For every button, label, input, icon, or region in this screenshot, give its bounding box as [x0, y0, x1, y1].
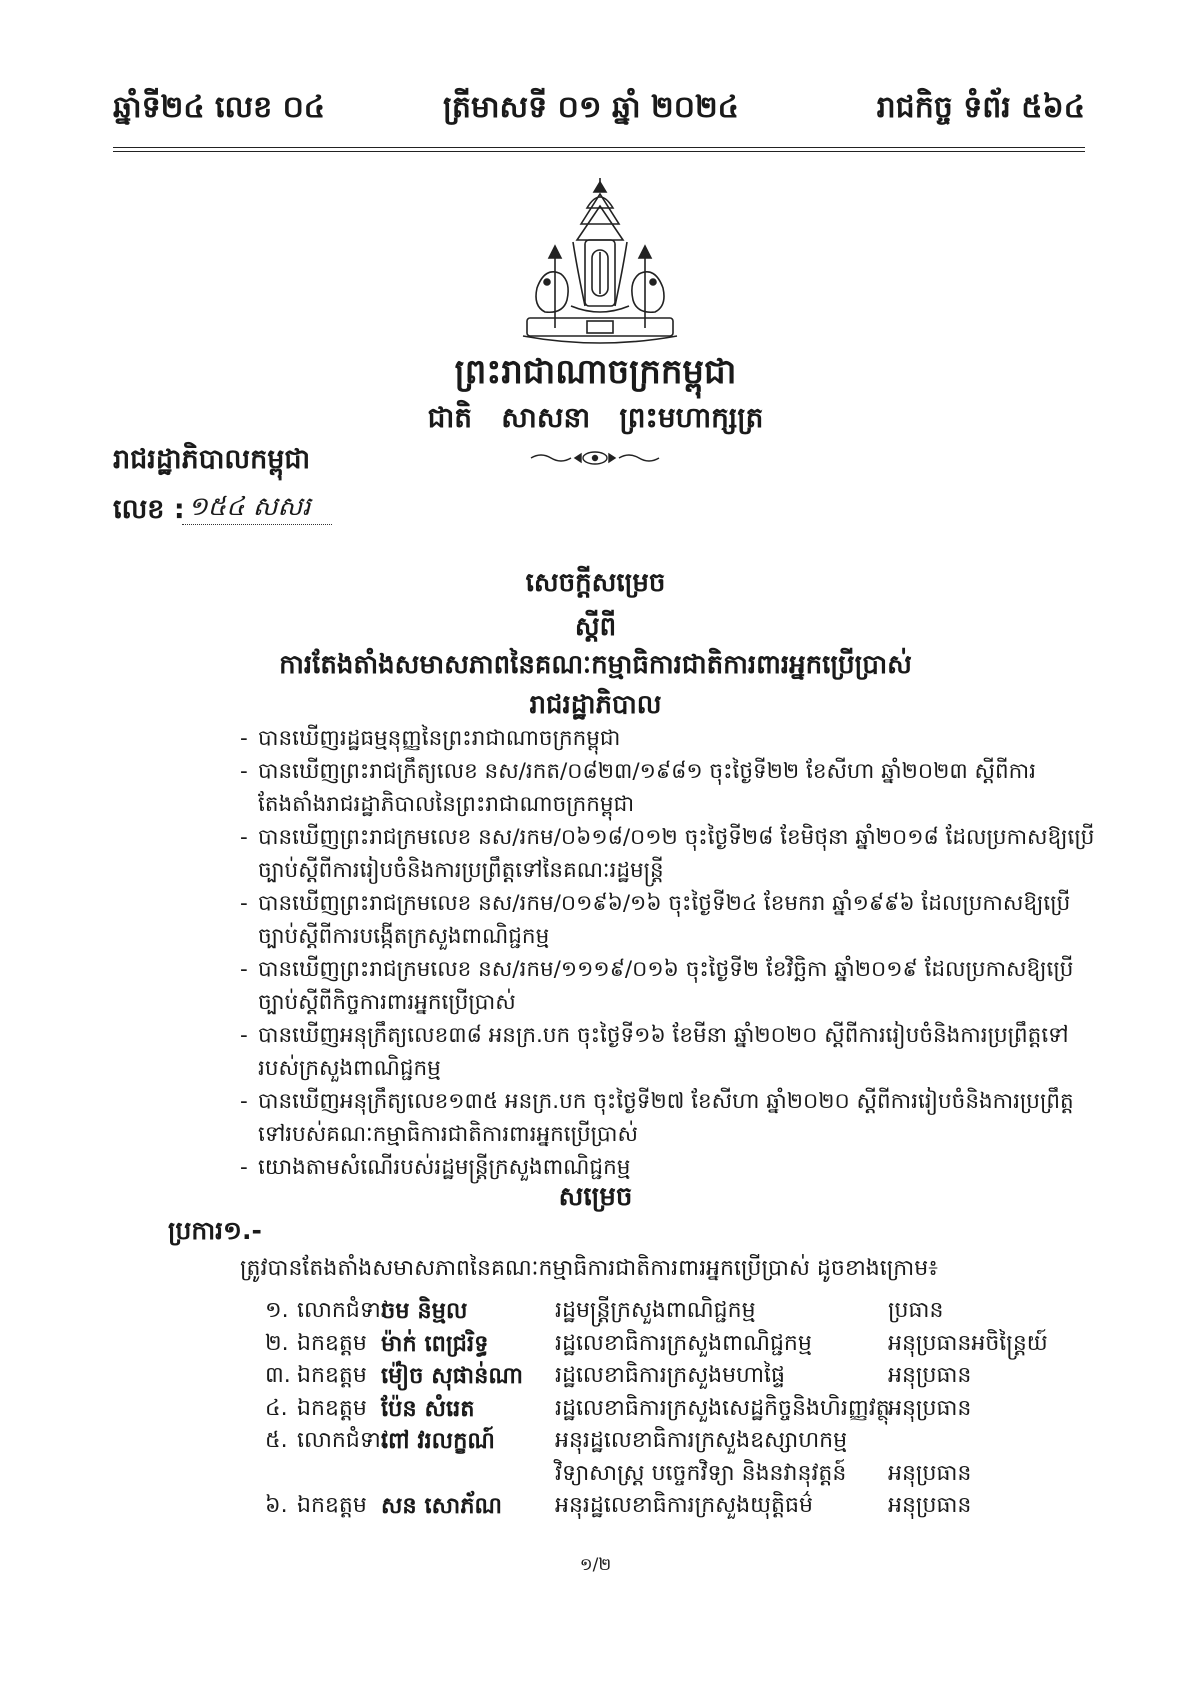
consideration-item: - បានឃើញព្រះរាជក្រឹត្យលេខ នស/រកត/០៨២៣/១៩៨១ ចុះថ្ងៃទី២២ ខែសីហា ឆ្នាំ២០២៣ ស្តីពីការតែងតាំងរាជរដ្ឋាភិបាលនៃព្រះរាជាណាចក្រកម្ពុជា	[240, 759, 1036, 817]
header-rule-bottom	[113, 151, 1085, 152]
issuing-authority: រាជរដ្ឋាភិបាល	[529, 690, 662, 720]
members-table	[265, 1296, 1125, 1524]
ornament-divider-icon	[527, 450, 663, 466]
member-row: ៤. ឯកឧត្តម ប៉ែន សំរេត រដ្ឋលេខាធិការក្រសួងសេដ្ឋកិច្ចនិងហិរញ្ញវត្ថុ អនុប្រធាន	[265, 1395, 972, 1422]
member-row: ៣. ឯកឧត្តម ម៉ៀច សុផាន់ណា រដ្ឋលេខាធិការក្រសួងមហាផ្ទៃ អនុប្រធាន	[265, 1363, 972, 1389]
gazette-page: រាជកិច្ច ទំព័រ ៥៦៤	[876, 90, 1085, 125]
consideration-item: - បានឃើញអនុក្រឹត្យលេខ១៣៥ អនក្រ.បក ចុះថ្ងៃទី២៧ ខែសីហា ឆ្នាំ២០២០ ស្តីពីការរៀបចំនិងការប្រព្រឹត្តទៅរបស់គណៈកម្មាធិការជាតិការពារអ្នកប្រើប្រាស់	[240, 1089, 1074, 1147]
document-number-underline	[182, 524, 332, 525]
decision-heading: សម្រេច	[558, 1182, 633, 1212]
member-row: ២. ឯកឧត្តម ម៉ាក់ ពេជ្ររិទ្ធ រដ្ឋលេខាធិការក្រសួងពាណិជ្ជកម្ម អនុប្រធានអចិន្ត្រៃយ៍	[265, 1330, 1048, 1357]
member-row: ៦. ឯកឧត្តម សន សោភ័ណ អនុរដ្ឋលេខាធិការក្រសួងយុត្តិធម៌ អនុប្រធាន	[265, 1493, 972, 1519]
issuer-name: រាជរដ្ឋាភិបាលកម្ពុជា	[113, 444, 311, 475]
header-rule-top	[113, 147, 1085, 148]
consideration-item: - បានឃើញព្រះរាជក្រមលេខ នស/រកម/០១៩៦/១៦ ចុះថ្ងៃទី២៤ ខែមករា ឆ្នាំ១៩៩៦ ដែលប្រកាសឱ្យប្រើច្បាប់ស្តីពីការបង្កើតក្រសួងពាណិជ្ជកម្ម	[240, 891, 1071, 949]
royal-coat-of-arms-icon	[515, 178, 685, 350]
gazette-year-issue: ឆ្នាំទី២៤ លេខ ០៤	[113, 90, 326, 125]
page-number: ១/២	[579, 1555, 612, 1575]
document-number-value: ១៥៤ សសរ	[188, 492, 311, 522]
document-type: សេចក្តីសម្រេច	[525, 568, 666, 598]
document-subject: ការតែងតាំងសមាសភាពនៃគណៈកម្មាធិការជាតិការពារអ្នកប្រើប្រាស់	[279, 650, 912, 680]
article-text: ត្រូវបានតែងតាំងសមាសភាពនៃគណៈកម្មាធិការជាតិការពារអ្នកប្រើប្រាស់ ដូចខាងក្រោម៖	[240, 1256, 938, 1281]
consideration-item: - បានឃើញព្រះរាជក្រមលេខ នស/រកម/០៦១៨/០១២ ចុះថ្ងៃទី២៨ ខែមិថុនា ឆ្នាំ២០១៨ ដែលប្រកាសឱ្យប្រើច្បាប់ស្តីពីការរៀបចំនិងការប្រព្រឹត្តទៅនៃគណៈរដ្ឋមន្ត្រី	[240, 825, 1095, 883]
member-row: ៥. លោកជំទាវ ពៅ វរលក្ខណ៍ អនុរដ្ឋលេខាធិការក្រសួងឧស្សាហកម្ម	[265, 1428, 848, 1454]
title-on: ស្តីពី	[574, 612, 617, 642]
kingdom-name: ព្រះរាជាណាចក្រកម្ពុជា	[454, 352, 737, 392]
document-number-label: លេខ :	[113, 494, 185, 525]
consideration-item: - បានឃើញព្រះរាជក្រមលេខ នស/រកម/១១១៩/០១៦ ចុះថ្ងៃទី២ ខែវិច្ឆិកា ឆ្នាំ២០១៩ ដែលប្រកាសឱ្យប្រើច្បាប់ស្តីពីកិច្ចការពារអ្នកប្រើប្រាស់	[240, 957, 1074, 1015]
consideration-item: - បានឃើញរដ្ឋធម្មនុញ្ញនៃព្រះរាជាណាចក្រកម្ពុជា	[240, 726, 621, 751]
consideration-item: - បានឃើញអនុក្រឹត្យលេខ៣៨ អនក្រ.បក ចុះថ្ងៃទី១៦ ខែមីនា ឆ្នាំ២០២០ ស្តីពីការរៀបចំនិងការប្រព្រឹត្តទៅរបស់ក្រសួងពាណិជ្ជកម្ម	[240, 1023, 1069, 1081]
member-row: ១. លោកជំទាវ ចម និម្មល រដ្ឋមន្ត្រីក្រសួងពាណិជ្ជកម្ម ប្រធាន	[265, 1298, 944, 1324]
consideration-item: - យោងតាមសំណើរបស់រដ្ឋមន្ត្រីក្រសួងពាណិជ្ជកម្ម	[240, 1155, 631, 1180]
member-row-continuation: វិទ្យាសាស្ត្រ បច្ចេកវិទ្យា និងនវានុវត្តន៍ អនុប្រធាន	[555, 1460, 972, 1486]
considerations-list	[240, 722, 1100, 1184]
gazette-date: ត្រីមាសទី ០១ ឆ្នាំ ២០២៤	[443, 90, 739, 125]
kingdom-motto: ជាតិ សាសនា ព្រះមហាក្សត្រ	[427, 401, 764, 434]
article-label: ប្រការ១.-	[168, 1216, 262, 1245]
